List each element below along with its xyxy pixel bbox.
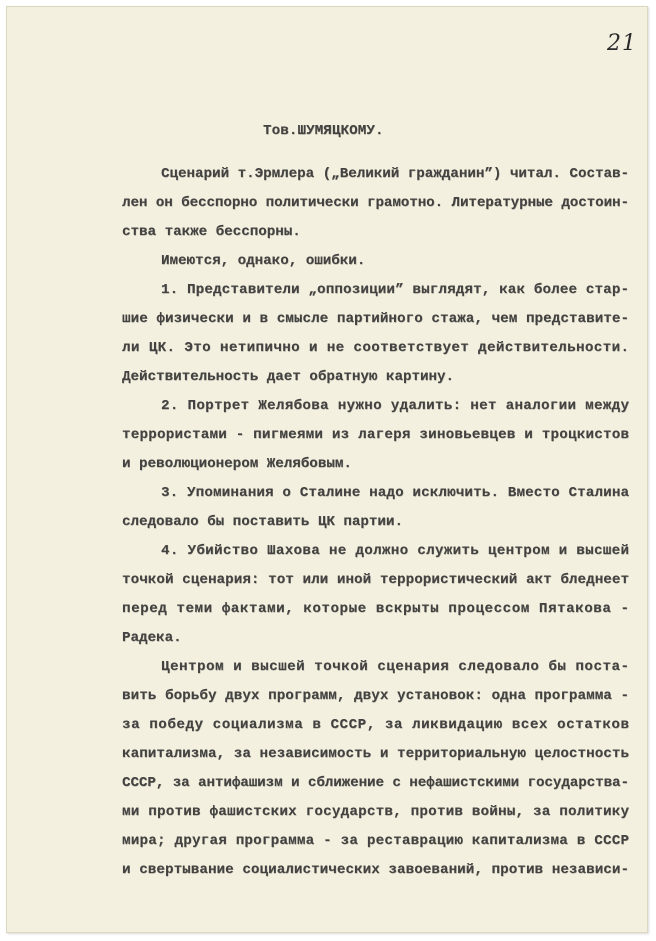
text-line: мира; другая программа - за реставрацию капитализма в СССР xyxy=(122,833,630,849)
text-line: следовало бы поставить ЦК партии. xyxy=(122,514,403,530)
text-line: 2. Портрет Желябова нужно удалить: нет аналогии между xyxy=(161,398,630,414)
text-line: Сценарий т.Эрмлера („Великий гражданин”) читал. Состав- xyxy=(161,166,629,182)
text-line: 4. Убийство Шахова не должно служить центром и высшей xyxy=(161,543,630,559)
text-line: ми против фашистских государств, против войны, за политику xyxy=(122,804,630,820)
text-line: перед теми фактами, которые вскрыты процессом Пятакова - xyxy=(122,601,630,617)
text-line: Действительность дает обратную картину. xyxy=(122,369,455,385)
text-line: СССР, за антифашизм и сближение с нефашистскими государства- xyxy=(122,775,629,791)
text-line: вить борьбу двух программ, двух установок: одна программа - xyxy=(122,688,630,704)
text-line: капитализма, за независимость и территориальную целостность xyxy=(122,746,630,762)
text-line: Центром и высшей точкой сценария следовало бы поста- xyxy=(161,659,630,675)
text-line: террористами - пигмеями из лагеря зиновьевцев и троцкистов xyxy=(122,427,630,443)
text-line: ли ЦК. Это нетипично и не соответствует действительности. xyxy=(122,340,630,356)
text-line: точкой сценария: тот или иной террористический акт бледнеет xyxy=(122,572,630,588)
document-page xyxy=(6,6,648,933)
text-line: и революционером Желябовым. xyxy=(122,456,352,472)
text-line: Имеются, однако, ошибки. xyxy=(161,253,366,269)
text-line: и свертывание социалистических завоеваний, против независи- xyxy=(122,862,630,878)
text-line: ства также бесспорны. xyxy=(122,224,301,240)
text-line: за победу социализма в СССР, за ликвидацию всех остатков xyxy=(122,717,630,733)
text-line: Радека. xyxy=(122,630,182,646)
salutation: Тов.ШУМЯЦКОМУ. xyxy=(263,123,384,139)
text-line: лен он бесспорно политически грамотно. Литературные достоин- xyxy=(122,195,629,211)
text-line: шие физически и в смысле партийного стажа, чем представите- xyxy=(122,311,630,327)
page-number: 21 xyxy=(607,31,637,56)
text-line: 1. Представители „оппозиции” выглядят, как более стар- xyxy=(161,282,630,298)
text-line: 3. Упоминания о Сталине надо исключить. Вместо Сталина xyxy=(161,485,630,501)
